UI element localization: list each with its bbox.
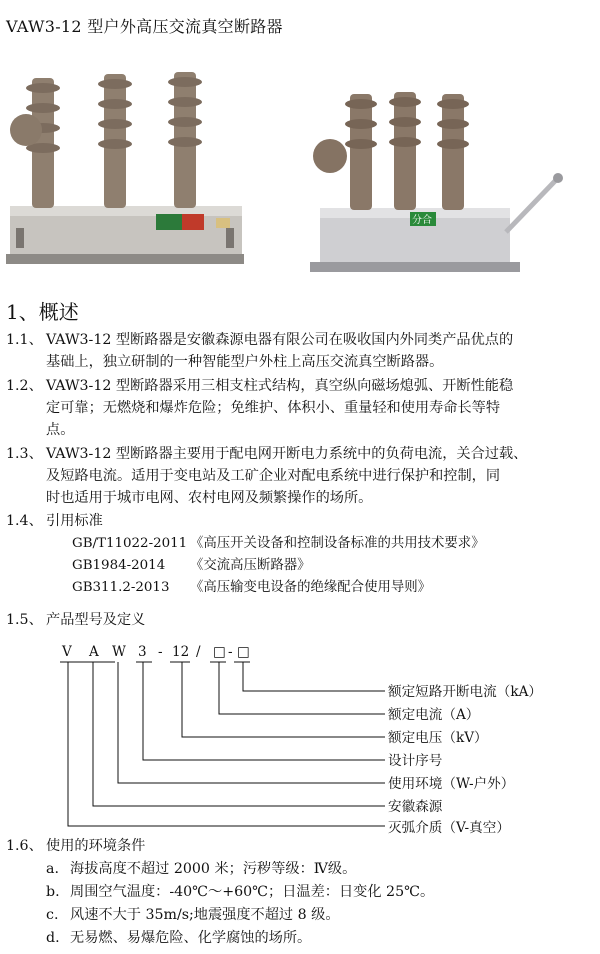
model-label-design-serial: 设计序号 xyxy=(388,753,443,769)
model-letter-w: W xyxy=(112,644,126,660)
item-number: 1.1、 xyxy=(6,332,43,348)
standard-code: GB/T11022-2011 xyxy=(72,536,188,551)
model-label-arc-medium: 灭弧介质（V-真空） xyxy=(388,820,510,836)
model-label-environment: 使用环境（W-户外） xyxy=(388,776,515,792)
model-number-12: 12 xyxy=(172,644,190,660)
circuit-breaker-photo-left xyxy=(6,58,244,280)
item-number: 1.6、 xyxy=(6,838,43,854)
paragraph-1-3: 1.3、 VAW3-12 型断路器主要用于配电网开断电力系统中的负荷电流，关合过载、 xyxy=(6,443,527,465)
item-number: 1.5、 xyxy=(6,612,43,628)
paragraph-1-3-line2: 及短路电流。适用于变电站及工矿企业对配电系统中进行保护和控制，同 xyxy=(46,468,501,484)
standard-name: 《高压开关设备和控制设备标准的共用技术要求》 xyxy=(190,536,485,551)
standard-name: 《交流高压断路器》 xyxy=(190,558,311,573)
item-number: 1.3、 xyxy=(6,446,43,462)
item-number: 1.2、 xyxy=(6,378,43,394)
model-dash: - xyxy=(228,644,233,660)
condition-item: c. 风速不大于 35m/s;地震强度不超过 8 级。 xyxy=(46,907,340,923)
model-label-breaking-current: 额定短路开断电流（kA） xyxy=(388,684,542,700)
paragraph-1-1: 1.1、 VAW3-12 型断路器是安徽森源电器有限公司在吸收国内外同类产品优点的 xyxy=(6,329,513,351)
item-number: 1.4、 xyxy=(6,513,43,529)
model-label-rated-current: 额定电流（A） xyxy=(388,707,480,723)
circuit-breaker-photo-right xyxy=(310,72,572,284)
standard-name: 《高压输变电设备的绝缘配合使用导则》 xyxy=(190,580,432,595)
leader-lines xyxy=(60,662,385,826)
model-letter-v: V xyxy=(62,644,72,660)
model-label-manufacturer: 安徽森源 xyxy=(388,799,443,815)
page-title: VAW3-12 型户外高压交流真空断路器 xyxy=(6,17,283,36)
standard-code: GB1984-2014 xyxy=(72,558,166,573)
condition-item: b. 周围空气温度：-40℃～+60℃；日温差：日变化 25℃。 xyxy=(46,884,435,900)
model-dash: - xyxy=(158,644,163,660)
standard-code: GB311.2-2013 xyxy=(72,580,170,595)
paragraph-1-1-line2: 基础上，独立研制的一种智能型户外柱上高压交流真空断路器。 xyxy=(46,354,444,370)
right-panel-label: 分合 xyxy=(412,215,432,226)
paragraph-1-6: 1.6、 使用的环境条件 xyxy=(6,835,145,857)
model-box-1: □ xyxy=(213,644,226,660)
model-slash: / xyxy=(196,644,201,660)
model-number-3: 3 xyxy=(138,644,147,660)
paragraph-1-2-line3: 点。 xyxy=(46,422,75,438)
circuit-breaker-photo-icon xyxy=(6,72,244,264)
condition-item: a. 海拔高度不超过 2000 米；污秽等级：Ⅳ级。 xyxy=(46,861,357,877)
paragraph-1-3-line3: 时也适用于城市电网、农村电网及频繁操作的场所。 xyxy=(46,490,373,506)
condition-item: d. 无易燃、易爆危险、化学腐蚀的场所。 xyxy=(46,930,312,946)
paragraph-1-5: 1.5、 产品型号及定义 xyxy=(6,609,145,631)
model-box-2: □ xyxy=(237,644,250,660)
paragraph-1-2-line2: 定可靠；无燃烧和爆炸危险；免维护、体积小、重量轻和使用寿命长等特 xyxy=(46,400,501,416)
paragraph-1-2: 1.2、 VAW3-12 型断路器采用三相支柱式结构，真空纵向磁场熄弧、开断性能稳 xyxy=(6,375,513,397)
section-heading: 1、概述 xyxy=(6,300,79,324)
circuit-breaker-photo-icon xyxy=(310,92,563,272)
model-letter-a: A xyxy=(89,644,99,660)
paragraph-1-4: 1.4、 引用标准 xyxy=(6,510,103,532)
model-label-rated-voltage: 额定电压（kV） xyxy=(388,730,488,746)
model-code-diagram xyxy=(0,636,600,836)
